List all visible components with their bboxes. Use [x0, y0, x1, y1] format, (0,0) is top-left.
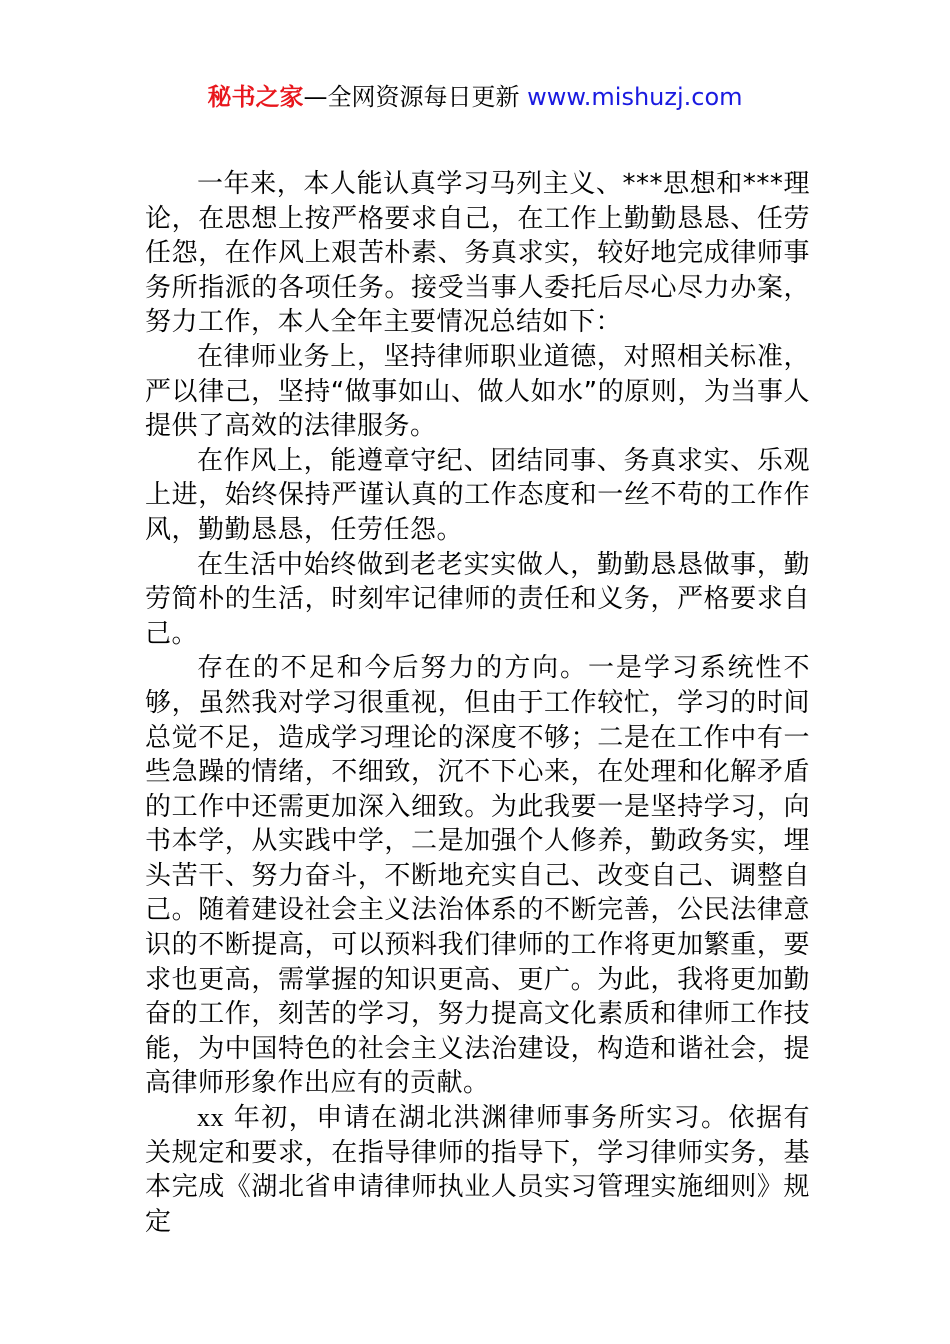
paragraph-style: 在作风上，能遵章守纪、团结同事、务真求实、乐观上进，始终保持严谨认真的工作态度和一丝不苟的工作作风，勤勤恳恳，任劳任怨。	[145, 445, 810, 545]
website-link[interactable]: www.mishuzj.com	[527, 83, 743, 111]
year-placeholder: xx	[197, 1103, 224, 1133]
header-tagline: —全网资源每日更新	[303, 83, 520, 111]
page-header	[0, 80, 950, 114]
paragraph-life: 在生活中始终做到老老实实做人，勤勤恳恳做事，勤劳简朴的生活，时刻牢记律师的责任和义务，严格要求自己。	[145, 549, 810, 649]
internship-text: 年初，申请在湖北洪渊律师事务所实习。依据有关规定和要求，在指导律师的指导下，学习律师实务，基本完成《湖北省申请律师执业人员实习管理实施细则》规定	[145, 1103, 810, 1237]
brand-name: 秘书之家	[207, 83, 304, 111]
paragraph-shortcomings: 存在的不足和今后努力的方向。一是学习系统性不够，虽然我对学习很重视，但由于工作较忙，学习的时间总觉不足，造成学习理论的深度不够；二是在工作中有一些急躁的情绪，不细致，沉不下心来，在处理和化解矛盾的工作中还需更加深入细致。为此我要一是坚持学习，向书本学，从实践中学，二是加强个人修养，勤政务实，埋头苦干、努力奋斗，不断地充实自己、改变自己、调整自己。随着建设社会主义法治体系的不断完善，公民法律意识的不断提高，可以预料我们律师的工作将更加繁重，要求也更高，需掌握的知识更高、更广。为此，我将更加勤奋的工作，刻苦的学习，努力提高文化素质和律师工作技能，为中国特色的社会主义法治建设，构造和谐社会，提高律师形象作出应有的贡献。	[145, 653, 810, 1099]
paragraph-internship	[145, 1101, 810, 1239]
paragraph-business: 在律师业务上，坚持律师职业道德，对照相关标准，严以律己，坚持“做事如山、做人如水”的原则，为当事人提供了高效的法律服务。	[145, 341, 810, 442]
document-body	[145, 167, 810, 1239]
paragraph-intro: 一年来，本人能认真学习马列主义、***思想和***理论，在思想上按严格要求自己，在工作上勤勤恳恳、任劳任怨，在作风上艰苦朴素、务真求实，较好地完成律师事务所指派的各项任务。接受当事人委托后尽心尽力办案，努力工作，本人全年主要情况总结如下：	[145, 169, 810, 338]
